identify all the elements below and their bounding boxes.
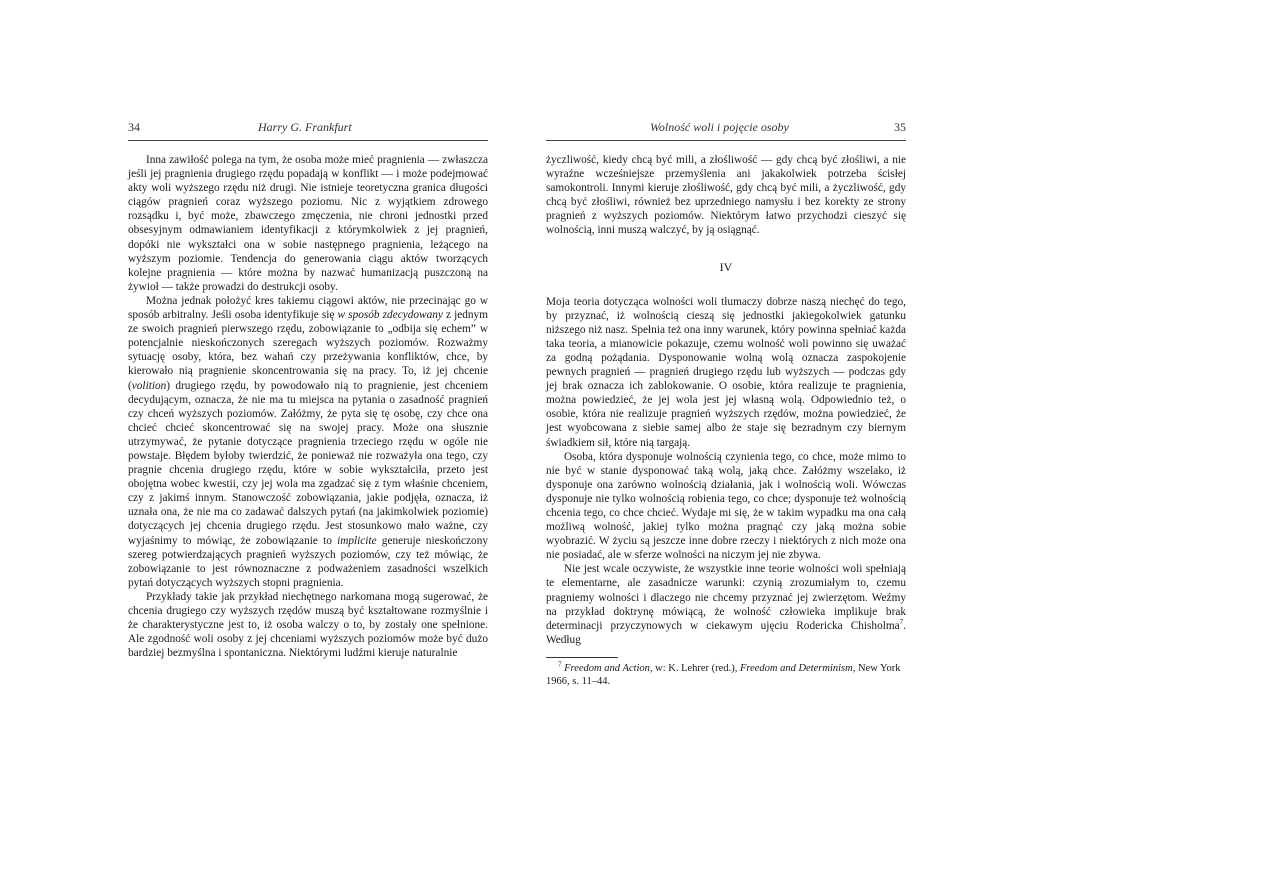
italic-text: volition: [131, 379, 167, 392]
italic-text: implicite: [337, 534, 377, 547]
text-run: , New York 1966, s. 11–44.: [546, 662, 901, 687]
left-page: [128, 120, 488, 660]
section-heading: IV: [719, 259, 733, 274]
text-run: ) drugiego rzędu, by powodowało nią to pragnienie, jest chceniem decydującym, oznacza, że nie ma tu miejsca na pytania o zasadność pragnień czy chceń wyższych poziomów. Załóżmy, że pyta się tę osobę, czy chce ona chcieć chcieć skoncentrować się na swojej pracy. Może ona słusznie utrzymywać, że pytanie dotyczące pragnienia trzeciego rzędu w ogóle nie powstaje. Błędem byłoby twierdzić, że ponieważ nie rozważyła ona tego, czy pragnie chcenia drugiego rzędu, które w sobie wykształciła, przeto jest obojętna wobec kwestii, czy jej wola ma zgadzać się z tym właśnie chceniem, czy z jakimś innym. Stanowczość zobowiązania, jakie podjęła, oznacza, iż uznała ona, że nie ma co zadawać dalszych pytań (na jakimkolwiek poziomie) dotyczących jej chcenia drugiego rzędu. Jest stosunkowo mało ważne, czy wyjaśnimy to mówiąc, że zobowiązanie to: [128, 379, 488, 547]
paragraph: [128, 590, 488, 660]
paragraph: [546, 295, 906, 450]
paragraph: [546, 153, 906, 238]
left-page-number: 34: [128, 120, 140, 134]
text-run: . Według: [546, 619, 906, 646]
text-run: Można jednak położyć kres takiemu ciągowi aktów, nie przecinając go w sposób arbitralny. Jeśli osoba identyfikuje się: [128, 294, 488, 322]
right-running-head: [546, 120, 906, 138]
left-body-text: [128, 153, 488, 660]
text-run: Nie jest wcale oczywiste, że wszystkie inne teorie wolności woli spełniają te elementarne, ale zasadnicze warunki: czynią zrozumiałym to, czemu pragniemy wolności i dlaczego nie chcemy przyznać jej zwierzętom. Weźmy na przykład doktrynę mówiącą, że wolność człowieka implikuje brak determinacji przyczynowych w ciekawym ujęciu Rodericka Chisholma: [546, 563, 906, 632]
paragraph: [546, 562, 906, 647]
italic-text: w sposób zdecydowany: [337, 309, 443, 322]
text-run: Osoba, która dysponuje wolnością czynienia tego, co chce, może mimo to nie być w stanie dysponować taką wolą, jaką chce. Załóżmy wszelako, iż dysponuje ona zarówno wolnością działania, jak i wolnością woli. Wówczas dysponuje nie tylko wolnością robienia tego, co chce; dysponuje też wolnością chcenia tego, co chce chcieć. Wydaje mi się, że w takim wypadku ma ona całą możliwą wolność, jakiej tylko można pragnąć czy jaką można sobie wyobrazić. W życiu są jeszcze inne dobre rzeczy i niektórych z nich może ona nie posiadać, ale w sferze wolności na niczym jej nie zbywa.: [546, 450, 906, 562]
left-header-rule: [128, 140, 488, 141]
right-body-text-main: [546, 295, 906, 647]
left-running-head: [128, 120, 488, 138]
text-run: z jednym ze swoich pragnień pierwszego rzędu, zobowiązanie to „odbija się echem” w potencjalnie nieskończonych szeregach wyższych poziomów. Rozważmy sytuację osoby, która, bez wahań czy przeżywania konfliktów, chce, by kierowało nią pragnienie skoncentrowania się na pracy. To, iż jej chcenie (: [128, 309, 488, 392]
right-page-number: 35: [894, 120, 906, 134]
right-header-rule: [546, 140, 906, 141]
italic-text: Freedom and Determinism: [739, 662, 853, 674]
footnote: [546, 662, 906, 688]
paragraph: [546, 450, 906, 563]
italic-text: Freedom and Action: [564, 662, 650, 674]
footnote-marker: 7: [558, 660, 562, 669]
paragraph: [128, 153, 488, 294]
paragraph: [128, 294, 488, 590]
right-body-text-top: [546, 153, 906, 238]
text-run: Przykłady takie jak przykład niechętnego narkomana mogą sugerować, że chcenia drugiego czy wyższych rzędów muszą być kształtowane rozmyślnie i że charakterystyczne jest to, iż osoba walczy o to, by zostały one spełnione. Ale zgodność woli osoby z jej chceniami wyższych poziomów może być dużo bardziej bezmyślna i spontaniczna. Niektórymi ludźmi kieruje naturalnie: [128, 590, 488, 660]
text-run: generuje nieskończony szereg potwierdzających pragnień wyższych poziomów, czy też mówiąc, że zobowiązanie to jest równoznaczne z podważeniem zasadności wszelkich pytań dotyczących wyższych stopni pragnienia.: [128, 534, 488, 589]
right-page: [546, 120, 906, 688]
text-run: życzliwość, kiedy chcą być mili, a złośliwość — gdy chcą być złośliwi, a nie wyraźne wcześniejsze przemyślenia ani jakakolwiek potrzeba ścisłej samokontroli. Innymi kieruje złośliwość, gdy chcą być mili, a życzliwość, gdy chcą być złośliwi, również bez uprzedniego namysłu i bez korekty ze strony pragnień z wyższych poziomów. Niektórym łatwo przychodzi cieszyć się wolnością, inni muszą walczyć, by ją osiągnąć.: [546, 154, 906, 237]
right-running-title: Wolność woli i pojęcie osoby: [650, 120, 789, 134]
footnote-rule: [546, 657, 618, 658]
footnote-reference: 7: [899, 617, 904, 626]
text-run: Inna zawiłość polega na tym, że osoba może mieć pragnienia — zwłaszcza jeśli jej pragnienia drugiego rzędu popadają w konflikt — i może podejmować akty woli wyższego rzędu niż drugi. Nie istnieje teoretyczna granica długości ciągów pragnień coraz wyższego poziomu. Nic z wyjątkiem zdrowego rozsądku i, być może, zbawczego zmęczenia, nie chroni jednostki przed obsesyjnym odmawianiem identyfikacji z którymkolwiek z jej pragnień, dopóki nie wykształci ona w sobie następnego pragnienia, leżącego na wyższym poziomie. Tendencja do generowania ciągu aktów tworzących kolejne pragnienia — które można by nazwać humanizacją puszczoną na żywioł — także prowadzi do destrukcji osoby.: [128, 154, 488, 293]
left-running-title: Harry G. Frankfurt: [258, 120, 352, 134]
text-run: Moja teoria dotycząca wolności woli tłumaczy dobrze naszą niechęć do tego, by przyznać, iż wolnością cieszą się jednostki jakiegokolwiek gatunku niższego niż nasz. Spełnia też ona inny warunek, który powinna spełniać każda taka teoria, a mianowicie pokazuje, czemu wolność woli powinno się uważać za godną pożądania. Dysponowanie wolną wolą oznacza zaspokojenie pewnych pragnień — pragnień drugiego rzędu lub wyższych — podczas gdy jej brak oznacza ich zablokowanie. O osobie, która realizuje te pragnienia, można powiedzieć, że jej wola jest jej własną wolą. Odpowiednio też, o osobie, która nie realizuje pragnień wyższych rzędów, można powiedzieć, że jest wyobcowana z siebie samej albo że staje się bezradnym czy biernym świadkiem sił, które nią targają.: [546, 295, 906, 449]
text-run: , w: K. Lehrer (red.),: [649, 662, 740, 674]
